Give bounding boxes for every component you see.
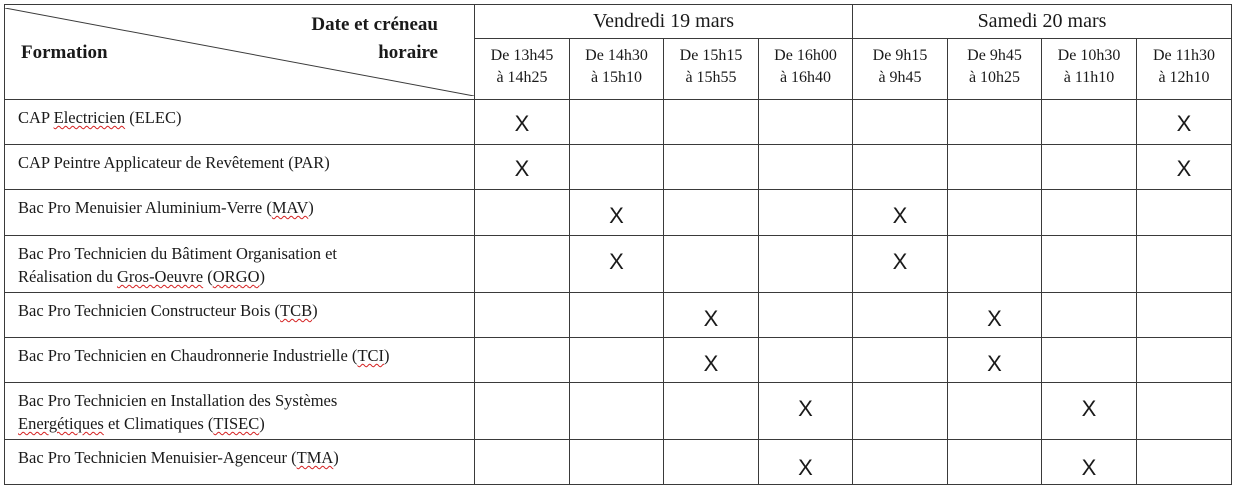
slot-cell <box>1042 338 1137 383</box>
slot-mark: X <box>514 111 530 136</box>
formation-text: Bac Pro Technicien en Chaudronnerie Industrielle ( <box>18 346 358 365</box>
formation-cell <box>5 236 475 293</box>
slot-empty <box>1042 190 1136 205</box>
slot-empty <box>853 383 947 398</box>
formation-text: Bac Pro Technicien du Bâtiment Organisation et <box>18 244 337 263</box>
slot-cell <box>948 145 1042 190</box>
slot-cell <box>759 190 853 236</box>
slot-cell <box>948 440 1042 485</box>
slot-empty <box>853 100 947 113</box>
slot-cell <box>759 236 853 293</box>
slot-empty <box>1137 293 1231 308</box>
slot-empty <box>853 145 947 158</box>
slot-empty <box>759 145 852 158</box>
slot-empty <box>664 145 758 158</box>
formation-text: ) <box>312 301 318 320</box>
slot-empty <box>570 383 663 398</box>
slot-empty <box>759 100 852 113</box>
slot-empty <box>1042 100 1136 113</box>
formation-cell <box>5 338 475 383</box>
slot-empty <box>948 236 1041 251</box>
slot-mark: X <box>892 249 908 274</box>
slot-cell <box>570 145 664 190</box>
slot-empty <box>1137 383 1231 398</box>
slot-cell <box>664 100 759 145</box>
slot-empty <box>948 100 1041 113</box>
formation-text-spellchecked: TCI <box>357 346 385 365</box>
slot-empty <box>1137 236 1231 251</box>
formation-cell <box>5 145 475 190</box>
slot-mark: X <box>1176 111 1192 136</box>
slot-empty <box>1137 440 1231 457</box>
slot-cell <box>1137 145 1232 190</box>
date-slot-label: Date et créneau <box>311 14 438 35</box>
slot-empty <box>664 236 758 251</box>
formation-cell <box>5 383 475 440</box>
table-row <box>5 236 1232 293</box>
slot-cell <box>570 293 664 338</box>
slot-cell <box>1042 440 1137 485</box>
slot-mark: X <box>1081 455 1097 480</box>
slot-empty <box>759 190 852 205</box>
slot-empty <box>570 293 663 308</box>
slot-cell <box>664 440 759 485</box>
table-row <box>5 145 1232 190</box>
slot-mark: X <box>703 351 719 376</box>
formation-text: Bac Pro Technicien en Installation des Systèmes <box>18 391 338 410</box>
slot-empty <box>475 190 569 205</box>
slot-mark: X <box>798 396 813 421</box>
slot-empty <box>853 440 947 457</box>
slot-header: De 13h45 à 14h25 <box>475 39 570 100</box>
slot-cell <box>948 236 1042 293</box>
slot-cell <box>664 145 759 190</box>
formation-text-spellchecked: TMA <box>296 448 334 467</box>
slot-cell <box>1042 190 1137 236</box>
formation-text: ) <box>259 414 265 433</box>
slot-cell <box>570 383 664 440</box>
slot-cell <box>853 338 948 383</box>
slot-cell <box>570 440 664 485</box>
slot-cell <box>1137 338 1232 383</box>
formation-text-spellchecked: Electricien <box>53 108 126 127</box>
formation-text-spellchecked: TISEC <box>213 414 260 433</box>
slot-cell <box>1137 190 1232 236</box>
slot-cell <box>475 293 570 338</box>
slot-cell <box>1137 236 1232 293</box>
slot-empty <box>759 236 852 251</box>
formation-text-spellchecked: TCB <box>280 301 313 320</box>
slot-cell <box>475 190 570 236</box>
table-row <box>5 383 1232 440</box>
formation-text: Bac Pro Menuisier Aluminium-Verre ( <box>18 198 272 217</box>
slot-mark: X <box>609 203 624 228</box>
table-row <box>5 440 1232 485</box>
slot-cell <box>948 383 1042 440</box>
slot-mark: X <box>892 203 908 228</box>
slot-header: De 14h30 à 15h10 <box>570 39 664 100</box>
slot-cell <box>475 338 570 383</box>
slot-cell <box>853 440 948 485</box>
slot-cell <box>664 338 759 383</box>
slot-empty <box>475 383 569 398</box>
formation-text: ) <box>259 267 266 286</box>
slot-mark: X <box>514 156 530 181</box>
slot-cell <box>475 145 570 190</box>
slot-empty <box>1042 338 1136 353</box>
formation-cell <box>5 440 475 485</box>
slot-cell <box>664 293 759 338</box>
slot-header: De 15h15 à 15h55 <box>664 39 759 100</box>
slot-cell <box>1137 100 1232 145</box>
slot-mark: X <box>1176 156 1192 181</box>
formation-text: Bac Pro Technicien Constructeur Bois ( <box>18 301 281 320</box>
slot-cell <box>948 293 1042 338</box>
slot-header: De 9h15 à 9h45 <box>853 39 948 100</box>
slot-empty <box>475 440 569 457</box>
formation-text: ) <box>333 448 339 467</box>
slot-header: De 16h00 à 16h40 <box>759 39 853 100</box>
slot-cell <box>948 100 1042 145</box>
slot-cell <box>570 190 664 236</box>
formation-cell <box>5 100 475 145</box>
formation-label: Formation <box>21 42 108 63</box>
formation-text: ) <box>384 346 390 365</box>
slot-cell <box>1137 293 1232 338</box>
slot-cell <box>475 236 570 293</box>
schedule-table <box>4 4 1232 485</box>
slot-empty <box>759 293 852 308</box>
slot-empty <box>1042 145 1136 158</box>
slot-cell <box>853 145 948 190</box>
slot-empty <box>948 190 1041 205</box>
formation-text: et Climatiques ( <box>103 414 214 433</box>
slot-cell <box>853 236 948 293</box>
table-row <box>5 190 1232 236</box>
slot-cell <box>759 440 853 485</box>
slot-cell <box>853 100 948 145</box>
slot-mark: X <box>987 351 1002 376</box>
formation-cell <box>5 190 475 236</box>
day-header-saturday: Samedi 20 mars <box>853 5 1232 39</box>
slot-cell <box>1042 145 1137 190</box>
slot-empty <box>570 440 663 457</box>
slot-cell <box>853 190 948 236</box>
formation-text-spellchecked: ORGO <box>212 267 260 286</box>
slot-empty <box>570 338 663 353</box>
slot-empty <box>1137 190 1231 205</box>
slot-mark: X <box>1081 396 1097 421</box>
formation-cell <box>5 293 475 338</box>
corner-header-cell <box>5 5 475 100</box>
slot-empty <box>475 338 569 353</box>
formation-text: ) <box>308 198 314 217</box>
slot-cell <box>475 383 570 440</box>
slot-cell <box>664 190 759 236</box>
slot-cell <box>664 383 759 440</box>
slot-mark: X <box>703 306 719 331</box>
slot-empty <box>1042 293 1136 308</box>
slot-empty <box>759 338 852 353</box>
slot-empty <box>948 383 1041 398</box>
table-row <box>5 293 1232 338</box>
slot-empty <box>1042 236 1136 251</box>
formation-text: Bac Pro Technicien Menuisier-Agenceur ( <box>18 448 297 467</box>
slot-empty <box>570 145 663 158</box>
slot-cell <box>570 100 664 145</box>
slot-cell <box>1137 383 1232 440</box>
slot-empty <box>570 100 663 113</box>
slot-header: De 9h45 à 10h25 <box>948 39 1042 100</box>
formation-text: ( <box>203 267 213 286</box>
slot-empty <box>948 145 1041 158</box>
slot-cell <box>759 145 853 190</box>
slot-empty <box>475 236 569 251</box>
formation-text: (ELEC) <box>125 108 182 127</box>
slot-header: De 11h30 à 12h10 <box>1137 39 1232 100</box>
slot-empty <box>853 293 947 308</box>
slot-cell <box>759 383 853 440</box>
slot-cell <box>570 236 664 293</box>
slot-cell <box>1042 293 1137 338</box>
formation-text-spellchecked: MAV <box>271 198 309 217</box>
slot-empty <box>475 293 569 308</box>
day-header-friday: Vendredi 19 mars <box>475 5 853 39</box>
slot-empty <box>664 190 758 205</box>
slot-empty <box>1137 338 1231 353</box>
formation-text-spellchecked: Energétiques <box>18 414 104 433</box>
slot-mark: X <box>987 306 1002 331</box>
slot-empty <box>853 338 947 353</box>
slot-cell <box>759 293 853 338</box>
slot-cell <box>570 338 664 383</box>
slot-empty <box>664 100 758 113</box>
slot-cell <box>475 100 570 145</box>
slot-cell <box>948 190 1042 236</box>
formation-text-spellchecked: Gros-Oeuvre <box>116 267 204 286</box>
slot-cell <box>1042 100 1137 145</box>
formation-text: CAP Peintre Applicateur de Revêtement (PAR) <box>18 153 330 172</box>
slot-empty <box>948 440 1041 457</box>
slot-cell <box>664 236 759 293</box>
date-slot-label-line2: horaire <box>378 42 438 63</box>
table-row <box>5 100 1232 145</box>
slot-cell <box>475 440 570 485</box>
slot-empty <box>664 440 758 457</box>
slot-cell <box>948 338 1042 383</box>
formation-text: Réalisation du <box>18 267 117 286</box>
slot-empty <box>664 383 758 398</box>
slot-mark: X <box>798 455 813 480</box>
slot-cell <box>853 293 948 338</box>
slot-cell <box>759 338 853 383</box>
slot-mark: X <box>609 249 624 274</box>
formation-text: CAP <box>18 108 54 127</box>
slot-cell <box>1042 383 1137 440</box>
slot-header: De 10h30 à 11h10 <box>1042 39 1137 100</box>
slot-cell <box>759 100 853 145</box>
slot-cell <box>853 383 948 440</box>
slot-cell <box>1042 236 1137 293</box>
table-row <box>5 338 1232 383</box>
slot-cell <box>1137 440 1232 485</box>
